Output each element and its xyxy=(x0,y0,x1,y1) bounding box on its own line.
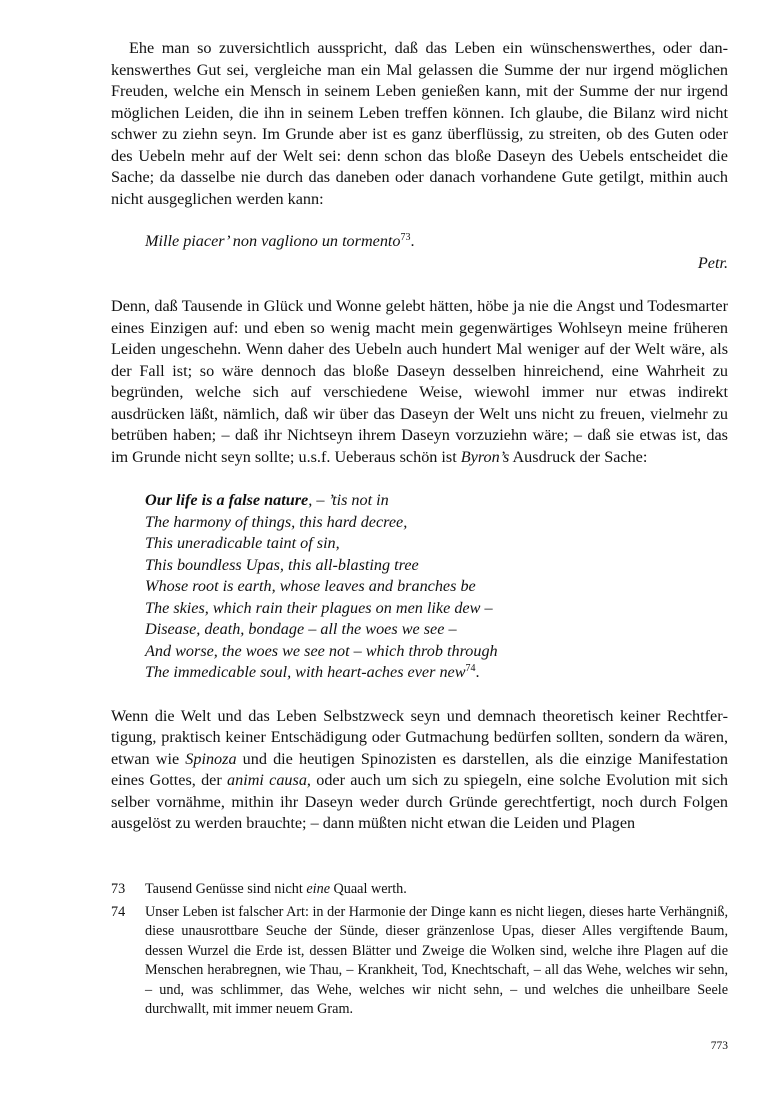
poem-first-bold: Our life is a false nature xyxy=(145,491,309,509)
poem-line xyxy=(145,490,728,512)
poem-line xyxy=(145,662,728,684)
footnote-number: 74 xyxy=(111,903,126,920)
paragraph-2 xyxy=(111,296,728,468)
quote-line xyxy=(145,231,728,253)
spinoza-name: Spinoza xyxy=(185,749,237,768)
paragraph-3-part-2: und die heutigen Spinozisten es darstellen, als die einzige Manifestation eines Gottes, der xyxy=(111,749,728,789)
paragraph-1: Ehe man so zuversichtlich ausspricht, daß das Leben ein wünschenswerthes, oder dankenswerthes Gut sei, vergleiche man ein Mal gelassen die Summe der nur irgend möglichen Freuden, welche ein Mensch in seinem Leben genießen kann, mit der Summe der nur irgend möglichen Leiden, die ihn in seinem Leben treffen können. Ich glaube, die Bilanz wird nicht schwer zu ziehn seyn. Im Grunde aber ist es ganz überflüssig, zu streiten, ob des Guten oder des Uebeln mehr auf der Welt sei: denn schon das bloße Daseyn des Uebels entscheidet die Sache; da dasselbe nie durch das daneben oder danach vorhandene Gute getilgt, mithin auch nicht ausgeglichen werden kann: xyxy=(111,39,728,208)
poem-line: Disease, death, bondage – all the woes we see – xyxy=(145,620,457,638)
paragraph-2-end: Ausdruck der Sache: xyxy=(509,447,648,466)
page-body xyxy=(111,38,728,835)
latin-phrase: animi causa xyxy=(227,771,307,789)
poem-line: The harmony of things, this hard decree, xyxy=(145,512,408,531)
footnote-73 xyxy=(111,880,728,900)
poem-line: This uneradicable taint of sin, xyxy=(145,534,340,552)
byron-poem xyxy=(145,490,728,684)
poem-last: The immedicable soul, with heart-aches ever new xyxy=(145,663,466,681)
poem-line: This boundless Upas, this all-blasting tree xyxy=(145,555,419,574)
poem-first-rest: , – ’tis not in xyxy=(308,491,389,509)
page-number: 773 xyxy=(710,1040,728,1052)
poem-last-end: . xyxy=(475,663,480,681)
quote-text: Mille piacer’ non vagliono un tormento xyxy=(145,232,401,250)
poem-line: The skies, which rain their plagues on men like dew – xyxy=(145,598,493,617)
paragraph-3-part-1: Wenn die Welt und das Leben Selbstzweck seyn und demnach theoretisch keiner Rechtfertigung, praktisch keiner Entschädigung oder Gutmachung bedürfen sollten, sondern da wären, etwan wie xyxy=(111,706,728,768)
poem-line: Whose root is earth, whose leaves and branches be xyxy=(145,577,476,595)
paragraph-3-part-3: , oder auch um sich zu spiegeln, eine solche Evolution mit sich selber vornähme, mithin ihr Daseyn weder durch Gründe gerechtfertigt, noch durch Folgen ausgelöst zu werden brauchte; – dann müßten nicht etwan die Leiden und Plagen xyxy=(111,771,728,832)
footnote-text xyxy=(145,880,728,900)
quote-end: . xyxy=(410,232,415,250)
quotation-petrarch xyxy=(111,231,728,274)
footnote-ref-73: 73 xyxy=(400,232,411,243)
quote-attribution: Petr. xyxy=(697,253,728,272)
paragraph-3 xyxy=(111,706,728,835)
poem-line: And worse, the woes we see not – which throb through xyxy=(145,641,498,660)
footnote-text-start: Tausend Genüsse sind nicht xyxy=(145,881,307,897)
paragraph-2-text: Denn, daß Tausende in Glück und Wonne gelebt hätten, höbe ja nie die Angst und Todesmarter eines Einzigen auf: und eben so wenig macht mein gegenwärtiges Wohlseyn meine früheren Leiden ungeschehn. Wenn daher des Uebeln auch hundert Mal weniger auf der Welt wäre, als der Fall ist; so wäre dennoch das bloße Daseyn desselben hinreichend, eine Wahrheit zu begründen, welche sich auf verschiedene Weise, wiewohl immer nur etwas indirekt ausdrücken läßt, nämlich, daß wir über das Daseyn der Welt uns nicht zu freuen, vielmehr zu betrüben haben; – daß ihr Nichtseyn ihrem Daseyn vorzuziehn wäre; – daß sie etwas ist, das im Grunde nicht seyn sollte; u.s.f. Ueberaus schön ist xyxy=(111,297,728,466)
footnote-text-end: Quaal werth. xyxy=(330,881,407,897)
byron-name: Byron’s xyxy=(460,447,510,466)
footnote-ref-74: 74 xyxy=(465,663,476,674)
footnotes xyxy=(111,880,728,1023)
footnote-text: Unser Leben ist falscher Art: in der Harmonie der Dinge kann es nicht liegen, dieses harte Verhängniß, diese unausrottbare Seuche der Sünde, dieser gränzenlose Upas, dieser Alles vergiftende Baum, dessen Wurzel die Erde ist, dessen Blätter und Zweige die Wolken sind, welche ihre Plagen auf die Menschen herabregnen, wie Thau, – Krankheit, Tod, Knechtschaft, – all das Wehe, welches wir sehn, – und, was schlimmer, das Wehe, welches wir nicht sehn, – und welches die unheilbare Seele durchwallt, mit immer neuem Gram. xyxy=(145,903,728,1017)
footnote-number: 73 xyxy=(111,881,126,897)
footnote-74 xyxy=(111,903,728,1020)
footnote-italic: eine xyxy=(306,881,330,897)
